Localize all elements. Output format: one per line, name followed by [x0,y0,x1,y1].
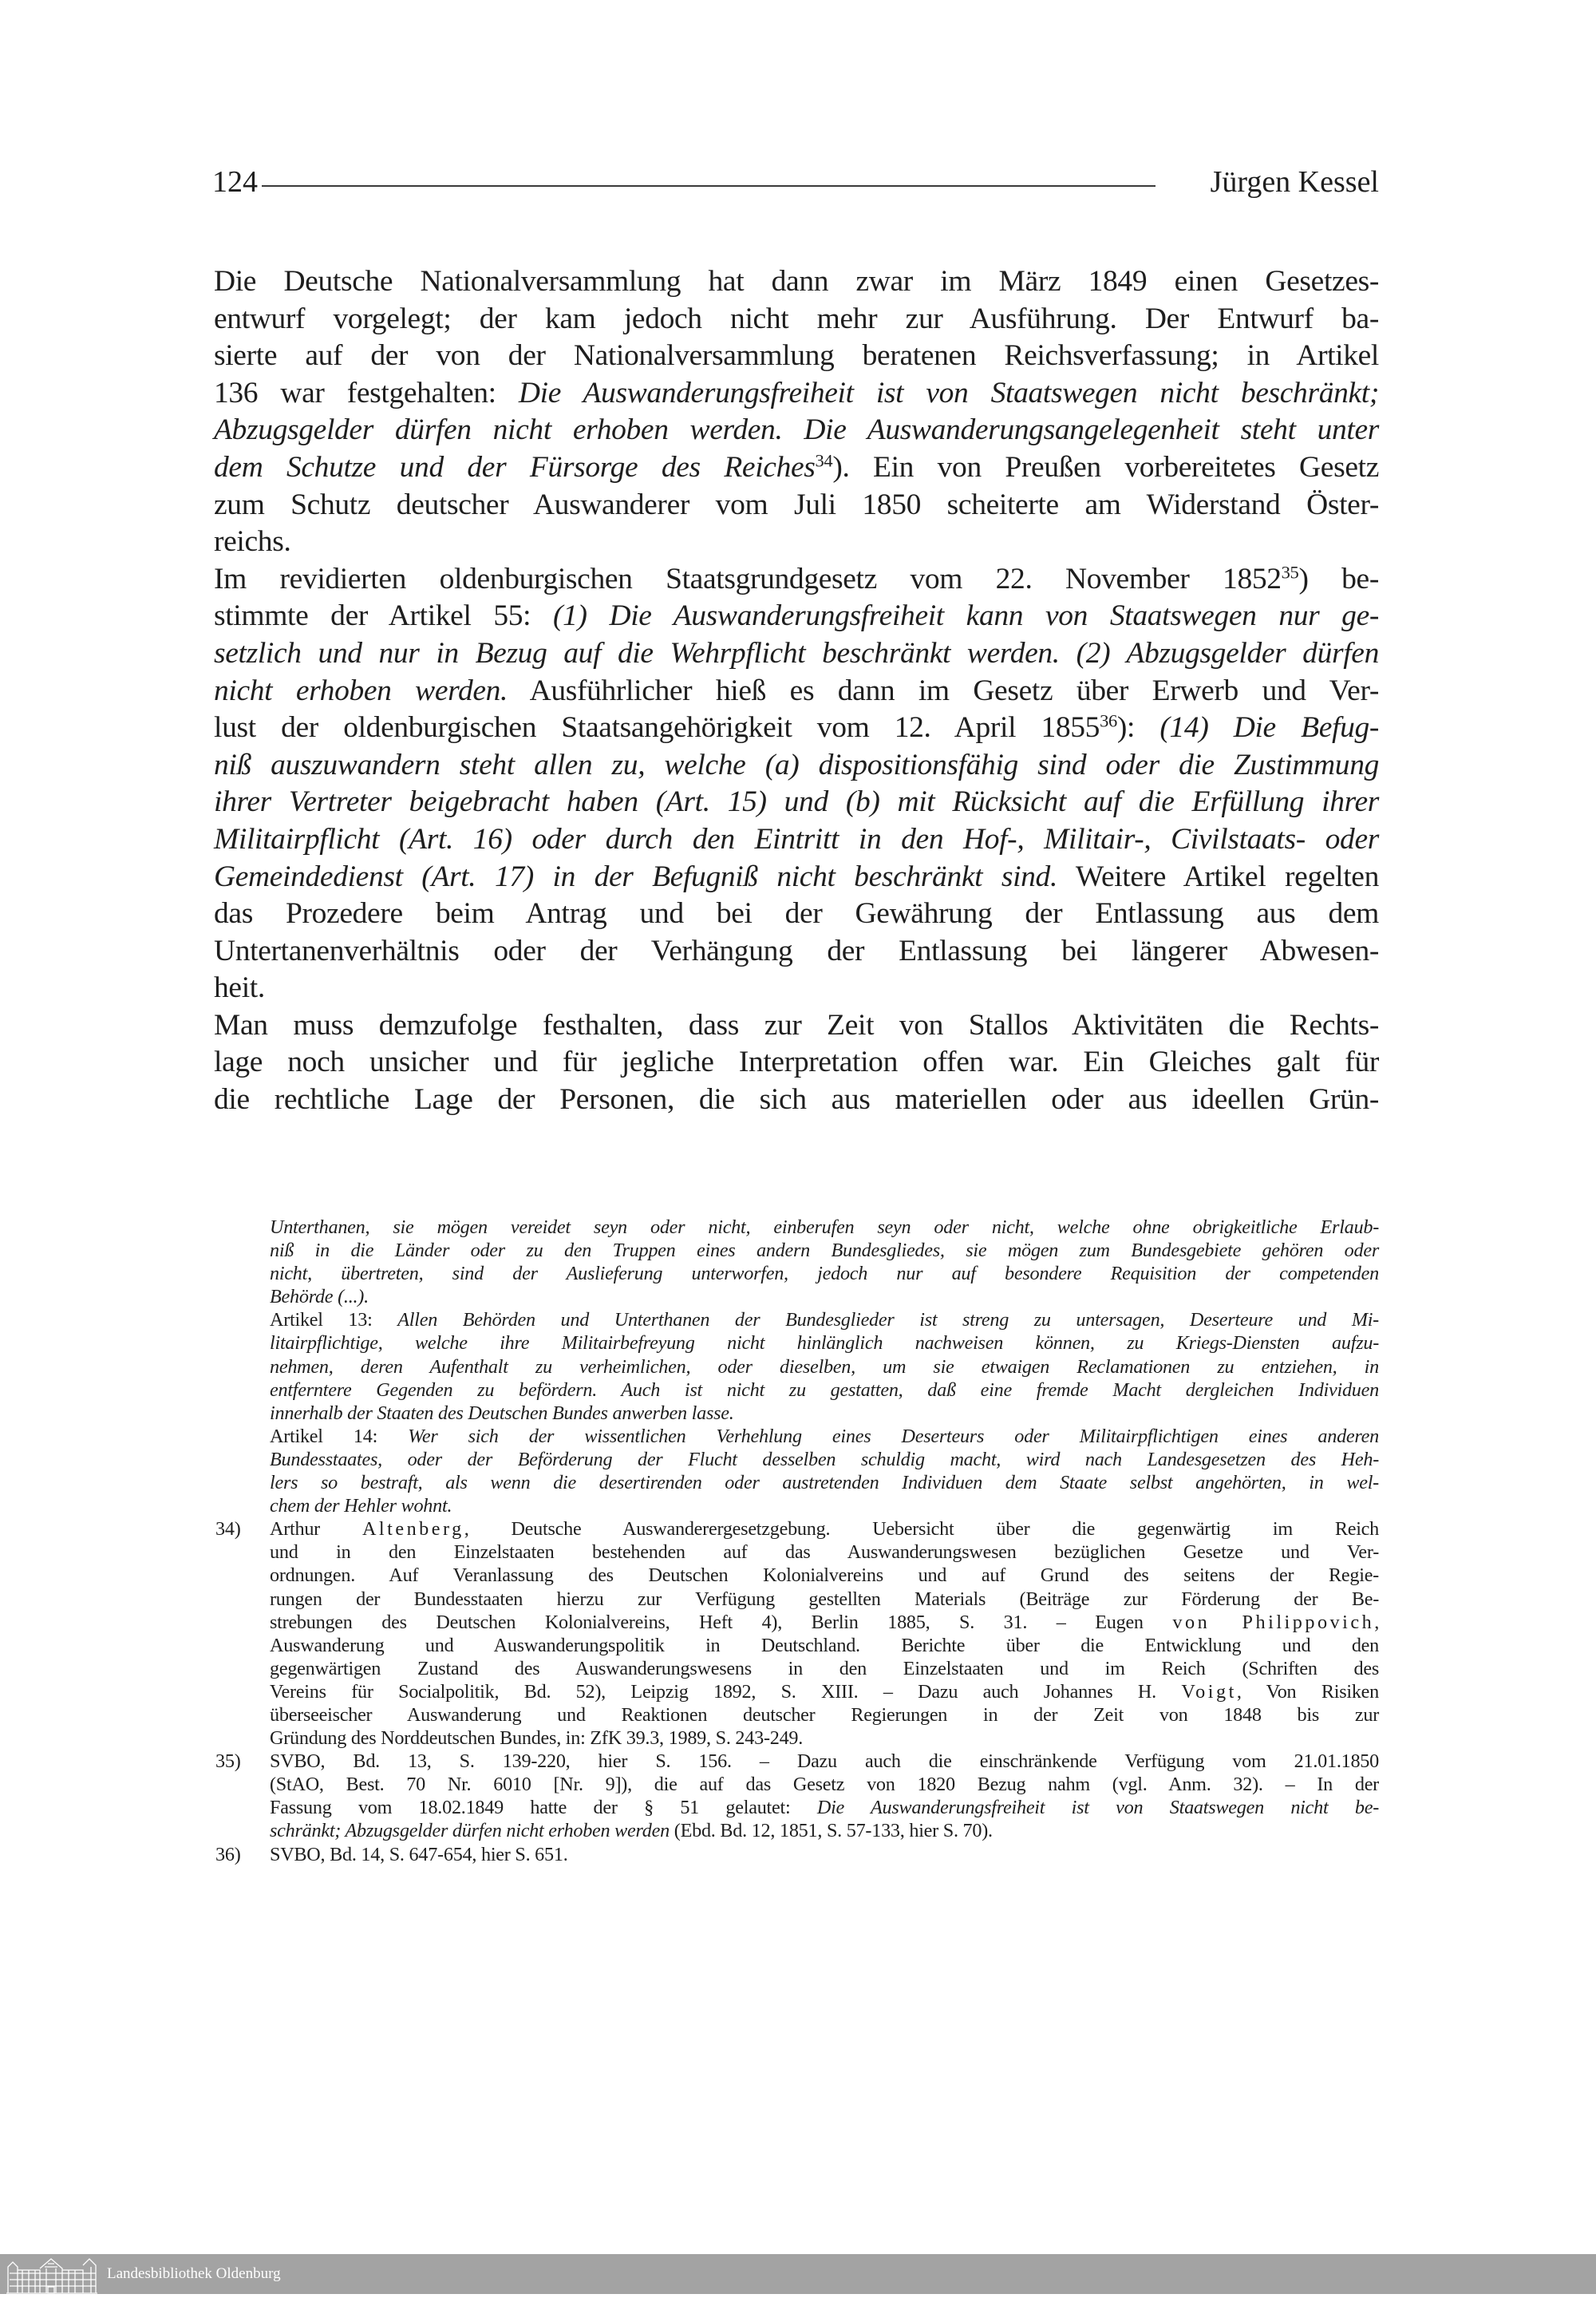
running-header [212,162,1379,202]
text-run: Untertanenverhältnis oder der Verhängung der Entlassung bei längerer Abwesen- [214,934,1379,967]
body-line [214,301,1379,338]
text-run: Weitere Artikel regelten [1057,860,1379,893]
text-run: Artikel 13: [270,1309,398,1331]
body-line [214,449,1379,487]
body-line [214,635,1379,673]
text-run: ). Ein von Preußen vorbereitetes Gesetz [832,450,1379,484]
footnote-line [215,1308,1379,1331]
footnotes [215,1216,1379,1866]
body-line [214,710,1379,747]
italic-quote-text: Wer sich der wissentlichen Verhehlung eines Deserteurs oder Militairpflichtigen eines anderen [408,1425,1379,1447]
body-line [214,561,1379,599]
footnote [215,1517,1379,1750]
italic-quote-text: niß in die Länder oder zu den Truppen eines andern Bundesgliedes, sie mögen zum Bundesgebiete gehören oder [270,1240,1379,1262]
text-run: und in den Einzelstaaten bestehenden auf das Auswanderungswesen bezüglichen Gesetze und Ver- [270,1541,1379,1564]
text-run: , Von Risiken [1236,1680,1379,1703]
body-line [214,524,1379,561]
footnote-list [215,1517,1379,1865]
text-run: (Ebd. Bd. 12, 1851, S. 57-133, hier S. 70). [669,1820,993,1842]
italic-quote-text: nicht, übertreten, sind der Auslieferung unterworfen, jedoch nur auf besondere Requisition der competenden [270,1263,1379,1285]
text-run: Auswanderung und Auswanderungspolitik in Deutschland. Berichte über die Entwicklung und den [270,1634,1379,1656]
body-line [214,673,1379,710]
footnote-line [270,1634,1379,1657]
body-line [214,487,1379,524]
text-run: , Deutsche Auswanderergesetzgebung. Uebersicht über die gegenwärtig im Reich [464,1518,1379,1541]
text-run: ) be- [1298,562,1379,595]
body-line [214,747,1379,785]
library-name: Landesbibliothek Oldenburg [107,2265,281,2282]
footnote-line [215,1285,1379,1308]
text-run: heit. [214,971,265,1005]
text-run: die rechtliche Lage der Personen, die sich aus materiellen oder aus ideellen Grün- [214,1083,1379,1117]
text-run: 136 war festgehalten: [214,376,519,409]
italic-quote-text: Gemeindedienst (Art. 17) in der Befugniß nicht beschränkt sind. [214,860,1057,893]
footnote-line [215,1262,1379,1285]
footnote-line [270,1588,1379,1611]
footnote [215,1843,1379,1866]
footnote-line [270,1819,1379,1842]
italic-quote-text: lers so bestraft, als wenn die desertirenden oder austretenden Individuen dem Staate selbst angehörten, in wel- [270,1472,1379,1494]
italic-quote-text: niß auszuwandern steht allen zu, welche (a) dispositionsfähig sind oder die Zustimmung [214,748,1379,781]
text-run: SVBO, Bd. 13, S. 139-220, hier S. 156. – Dazu auch die einschränkende Verfügung vom 21.01.1850 [270,1750,1379,1773]
footnote-line [215,1355,1379,1378]
italic-quote-text: Abzugsgelder dürfen nicht erhoben werden. Die Auswanderungsangelegenheit steht unter [214,413,1379,447]
footnote-reference[interactable]: 36 [1100,710,1117,731]
text-run: , [1374,1611,1379,1633]
italic-quote-text: Unterthanen, sie mögen vereidet seyn oder nicht, einberufen seyn oder nicht, welche ohne obrigkeitliche Erlaub- [270,1216,1379,1238]
footnote [215,1750,1379,1842]
text-run: entwurf vorgelegt; der kam jedoch nicht mehr zur Ausführung. Der Entwurf ba- [214,302,1379,335]
text-run: ): [1116,711,1160,745]
footnote-number: 35) [215,1750,241,1773]
italic-quote-text: Allen Behörden und Unterthanen der Bundesglieder ist streng zu untersagen, Deserteure und Mi- [397,1309,1379,1331]
footnote-line [270,1611,1379,1634]
author-name: von Philippovich [1172,1611,1375,1633]
body-line [214,896,1379,933]
body-line [214,263,1379,301]
text-run: rungen der Bundesstaaten hierzu zur Verfügung gestellten Materials (Beiträge zur Förderung der Be- [270,1588,1379,1610]
author-name: Voigt [1181,1680,1237,1703]
text-run: Im revidierten oldenburgischen Staatsgrundgesetz vom 22. November 1852 [214,562,1282,595]
footnote-line [270,1703,1379,1726]
italic-quote-text: (1) Die Auswanderungsfreiheit kann von Staatswegen nur ge- [553,599,1379,633]
text-run: Arthur [270,1518,362,1541]
text-run: sierte auf der von der Nationalversammlung beratenen Reichsverfassung; in Artikel [214,339,1379,373]
footnote-line [270,1773,1379,1796]
body-line [214,821,1379,859]
italic-quote-text: chem der Hehler wohnt. [270,1495,452,1517]
italic-quote-text: litairpflichtige, welche ihre Militairbefreyung nicht hinlänglich nachweisen können, zu Kriegs-Diensten aufzu- [270,1332,1379,1355]
body-line [214,1082,1379,1119]
body-line [214,784,1379,821]
text-run: SVBO, Bd. 14, S. 647-654, hier S. 651. [270,1843,568,1865]
footnote-line [215,1216,1379,1239]
footnote-line [270,1796,1379,1819]
body-line [214,970,1379,1007]
footnote-line [215,1239,1379,1262]
body-line [214,412,1379,449]
italic-quote-text: Militairpflicht (Art. 16) oder durch den Eintritt in den Hof-, Militair-, Civilstaats- oder [214,822,1379,856]
text-run: (StAO, Best. 70 Nr. 6010 [Nr. 9]), die auf das Gesetz von 1820 Bezug nahm (vgl. Anm. 32). – In der [270,1774,1379,1796]
footnote-reference[interactable]: 34 [815,450,833,471]
italic-quote-text: nicht erhoben werden. [214,674,508,707]
footnote-line [270,1726,1379,1750]
footnote-line [270,1843,1379,1866]
text-run: Artikel 14: [270,1425,409,1447]
library-building-icon [5,2256,99,2294]
italic-quote-text: Behörde (...). [270,1286,369,1308]
footnote-line [215,1494,1379,1517]
footnote-line [270,1680,1379,1703]
italic-quote-text: innerhalb der Staaten des Deutschen Bundes anwerben lasse. [270,1402,734,1424]
footnote-33-continuation [215,1216,1379,1517]
text-run: stimmte der Artikel 55: [214,599,554,633]
italic-quote-text: setzlich und nur in Bezug auf die Wehrpflicht beschränkt werden. (2) Abzugsgelder dürfen [214,636,1379,670]
italic-quote-text: ihrer Vertreter beigebracht haben (Art. 15) und (b) mit Rücksicht auf die Erfüllung ihrer [214,785,1379,819]
footnote-number: 34) [215,1518,241,1541]
footnote-line [270,1657,1379,1680]
body-line [214,375,1379,413]
text-run: strebungen des Deutschen Kolonialvereins, Heft 4), Berlin 1885, S. 31. – Eugen [270,1611,1173,1633]
text-run: Die Deutsche Nationalversammlung hat dann zwar im März 1849 einen Gesetzes- [214,265,1379,298]
italic-quote-text: Bundesstaates, oder der Beförderung der Flucht desselben schuldig macht, wird nach Landesgesetzen des Heh- [270,1448,1379,1470]
text-run: Vereins für Socialpolitik, Bd. 52), Leipzig 1892, S. XIII. – Dazu auch Johannes H. [270,1680,1182,1703]
text-run: überseeischer Auswanderung und Reaktionen deutscher Regierungen in der Zeit von 1848 bis zur [270,1703,1379,1726]
author-name: Altenberg [361,1518,464,1541]
italic-quote-text: nehmen, deren Aufenthalt zu verheimlichen, oder dieselben, um sie etwaigen Reclamationen zu entziehen, in [270,1355,1379,1378]
library-footer-bar [0,2254,1596,2294]
italic-quote-text: Die Auswanderungsfreiheit ist von Staatswegen nicht be- [816,1797,1379,1819]
text-run: das Prozedere beim Antrag und bei der Gewährung der Entlassung aus dem [214,897,1379,931]
body-text [214,263,1379,1119]
footnote-line [270,1564,1379,1587]
footnote-line [270,1541,1379,1564]
body-line [214,598,1379,635]
text-run: Fassung vom 18.02.1849 hatte der § 51 gelautet: [270,1797,817,1819]
italic-quote-text: Die Auswanderungsfreiheit ist von Staatswegen nicht beschränkt; [518,376,1379,409]
text-run: Ausführlicher hieß es dann im Gesetz über Erwerb und Ver- [508,674,1380,707]
text-run: zum Schutz deutscher Auswanderer vom Juli 1850 scheiterte am Widerstand Öster- [214,488,1379,521]
footnote-line [270,1750,1379,1773]
text-run: ordnungen. Auf Veranlassung des Deutschen Kolonialvereins und auf Grund des seitens der Regie- [270,1564,1379,1587]
page-number: 124 [212,165,258,199]
text-run: gegenwärtigen Zustand des Auswanderungswesens in den Einzelstaaten und im Reich (Schriften des [270,1657,1379,1679]
footnote-line [215,1331,1379,1355]
footnote-line [215,1425,1379,1448]
footnote-line [215,1378,1379,1402]
footnote-number: 36) [215,1843,241,1865]
body-line [214,933,1379,971]
text-run: Gründung des Norddeutschen Bundes, in: ZfK 39.3, 1989, S. 243-249. [270,1727,804,1750]
italic-quote-text: (14) Die Befug- [1159,711,1380,745]
body-line [214,1044,1379,1082]
footnote-reference[interactable]: 35 [1281,562,1299,583]
text-run: Man muss demzufolge festhalten, dass zur Zeit von Stallos Aktivitäten die Rechts- [214,1008,1379,1042]
italic-quote-text: entferntere Gegenden zu befördern. Auch ist nicht zu gestatten, daß eine fremde Macht dergleichen Individuen [270,1378,1379,1401]
body-line [214,338,1379,375]
footnote-line [270,1517,1379,1541]
footnote-line [215,1471,1379,1494]
header-rule [262,185,1156,187]
footnote-line [215,1402,1379,1425]
italic-quote-text: schränkt; Abzugsgelder dürfen nicht erhoben werden [270,1820,670,1842]
text-run: reichs. [214,525,291,559]
footnote-line [215,1448,1379,1471]
text-run: lust der oldenburgischen Staatsangehörigkeit vom 12. April 1855 [214,711,1100,745]
body-line [214,1007,1379,1045]
running-head-author: Jürgen Kessel [1210,165,1379,199]
text-run: lage noch unsicher und für jegliche Interpretation offen war. Ein Gleiches galt für [214,1046,1379,1079]
italic-quote-text: dem Schutze und der Fürsorge des Reiches [214,450,816,484]
body-line [214,859,1379,896]
